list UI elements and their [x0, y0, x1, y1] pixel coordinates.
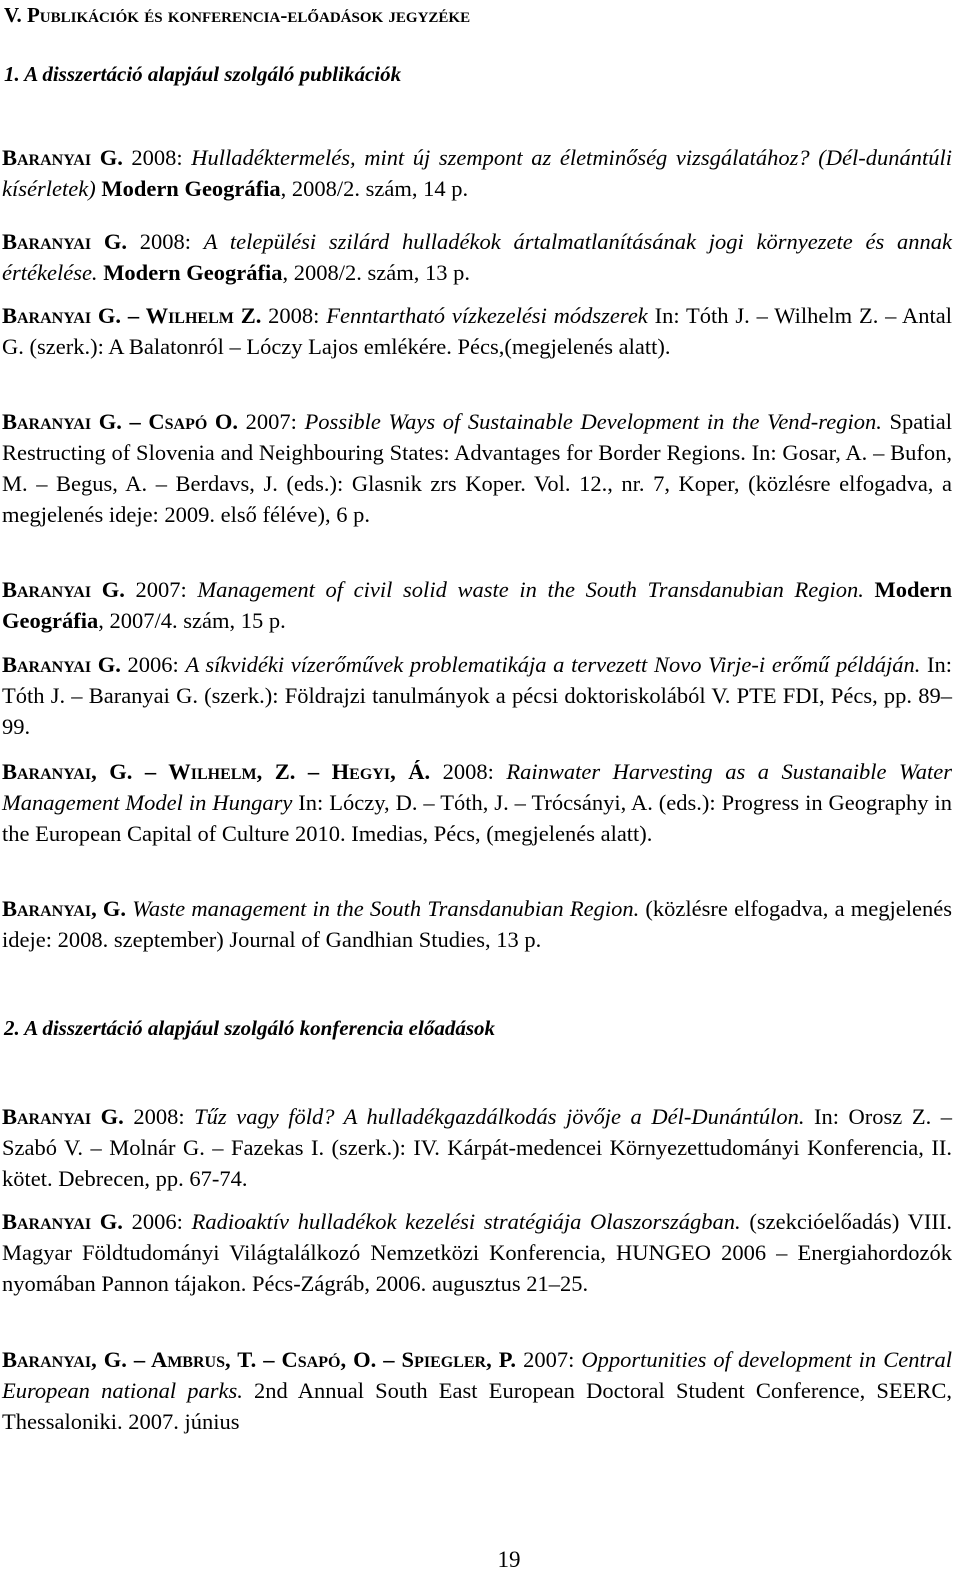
conference-entry — [2, 1101, 952, 1194]
publication-entry — [2, 649, 952, 742]
publication-details: Spatial Restructing of Slovenia and Neighbouring States: Advantages for Border Regions. In: Gosar, A. – Bufon, M. – Begus, A. – Berdavs, J. (eds.): Glasnik zrs Koper. Vol. 12., nr. 7, Koper, (közlésre elfogadva, a megjelenés ideje: 2009. első féléve), 6 p. — [2, 409, 952, 527]
publication-year: 2008: — [126, 229, 204, 254]
publication-details: (közlésre elfogadva, a megjelenés ideje: 2008. szeptember) Journal of Gandhian Studies, 13 p. — [2, 896, 952, 952]
publication-details: , 2008/2. szám, 13 p. — [282, 260, 471, 285]
publication-journal: Modern Geográfia — [97, 260, 283, 285]
conference-title: Radioaktív hulladékok kezelési stratégiája Olaszországban. — [191, 1209, 741, 1234]
publication-entry — [2, 893, 952, 955]
publication-entry — [2, 226, 952, 288]
section-title: V. Publikációk és konferencia-előadások jegyzéke — [4, 3, 471, 27]
publication-title: A síkvidéki vízerőművek problematikája a tervezett Novo Virje-i erőmű példáján. — [185, 652, 921, 677]
publication-details: , 2007/4. szám, 15 p. — [98, 608, 286, 633]
publication-title: Fenntartható vízkezelési módszerek — [326, 303, 648, 328]
conference-year: 2008: — [123, 1104, 195, 1129]
conference-details: (szekcióelőadás) VIII. Magyar Földtudományi Világtalálkozó Nemzetközi Konferencia, HUNGEO 2006 – Energiahordozók nyomában Pannon tájakon. Pécs-Zágráb, 2006. augusztus 21–25. — [2, 1209, 952, 1296]
publication-author: Baranyai G. — [2, 652, 121, 677]
conference-entry — [2, 1206, 952, 1299]
publication-author: Baranyai, G. – Wilhelm, Z. – Hegyi, Á. — [2, 759, 431, 784]
publication-author: Baranyai G. — [2, 229, 127, 254]
publication-entry — [2, 574, 952, 636]
conference-year: 2006: — [122, 1209, 192, 1234]
conference-title: Tűz vagy föld? A hulladékgazdálkodás jövője a Dél-Dunántúlon. — [194, 1104, 805, 1129]
page-number: 19 — [497, 1547, 521, 1572]
conference-year: 2007: — [516, 1347, 582, 1372]
publication-details: In: Tóth J. – Wilhelm Z. – Antal G. (szerk.): A Balatonról – Lóczy Lajos emlékére. Pécs,(megjelenés alatt). — [2, 303, 952, 359]
publication-journal: Modern Geográfia — [2, 577, 952, 633]
publication-entry — [2, 142, 952, 204]
subsection-title-conferences: 2. A disszertáció alapjául szolgáló konferencia előadások — [4, 1016, 495, 1040]
publication-title: A települési szilárd hulladékok ártalmatlanításának jogi környezete és annak értékelése. — [2, 229, 952, 285]
conference-author: Baranyai G. — [2, 1209, 123, 1234]
publication-details: In: Tóth J. – Baranyai G. (szerk.): Földrajzi tanulmányok a pécsi doktoriskolából V. PTE FDI, Pécs, pp. 89–99. — [2, 652, 952, 739]
publication-author: Baranyai G. — [2, 577, 125, 602]
publication-year: 2007: — [124, 577, 198, 602]
publication-details: In: Lóczy, D. – Tóth, J. – Trócsányi, A. (eds.): Progress in Geography in the European Capital of Culture 2010. Imedias, Pécs, (megjelenés alatt). — [2, 790, 952, 846]
publication-entry — [2, 300, 952, 362]
publication-entry — [2, 756, 952, 849]
publication-entry — [2, 406, 952, 530]
publication-year: 2008: — [430, 759, 507, 784]
subsection-title-publications: 1. A disszertáció alapjául szolgáló publikációk — [4, 62, 402, 86]
conference-author: Baranyai G. — [2, 1104, 124, 1129]
publication-title: Management of civil solid waste in the South Transdanubian Region. — [197, 577, 864, 602]
publication-journal: Modern Geográfia — [95, 176, 281, 201]
conference-author: Baranyai, G. – Ambrus, T. – Csapó, O. – Spiegler, P. — [2, 1347, 517, 1372]
conference-title: Opportunities of development in Central European national parks. — [2, 1347, 952, 1403]
publication-title: Possible Ways of Sustainable Development in the Vend-region. — [304, 409, 882, 434]
publication-author: Baranyai G. — [2, 145, 123, 170]
conference-entry — [2, 1344, 952, 1437]
publication-author: Baranyai, G. — [2, 896, 127, 921]
publication-title: Hulladéktermelés, mint új szempont az életminőség vizsgálatához? (Dél-dunántúli kísérletek) — [2, 145, 952, 201]
conference-details: In: Orosz Z. – Szabó V. – Molnár G. – Fazekas I. (szerk.): IV. Kárpát-medencei Környezettudományi Konferencia, II. kötet. Debrecen, pp. 67-74. — [2, 1104, 952, 1191]
publication-author: Baranyai G. – Csapó O. — [2, 409, 239, 434]
publication-author: Baranyai G. – Wilhelm Z. — [2, 303, 262, 328]
conference-details: 2nd Annual South East European Doctoral Student Conference, SEERC, Thessaloniki. 2007. június — [2, 1378, 953, 1434]
publication-title: Waste management in the South Transdanubian Region. — [132, 896, 640, 921]
publication-year: 2007: — [238, 409, 305, 434]
publication-year: 2008: — [261, 303, 327, 328]
publication-year: 2008: — [122, 145, 192, 170]
publication-title: Rainwater Harvesting as a Sustanaible Water Management Model in Hungary — [2, 759, 952, 815]
publication-details: , 2008/2. szám, 14 p. — [280, 176, 469, 201]
publication-year: 2006: — [120, 652, 186, 677]
